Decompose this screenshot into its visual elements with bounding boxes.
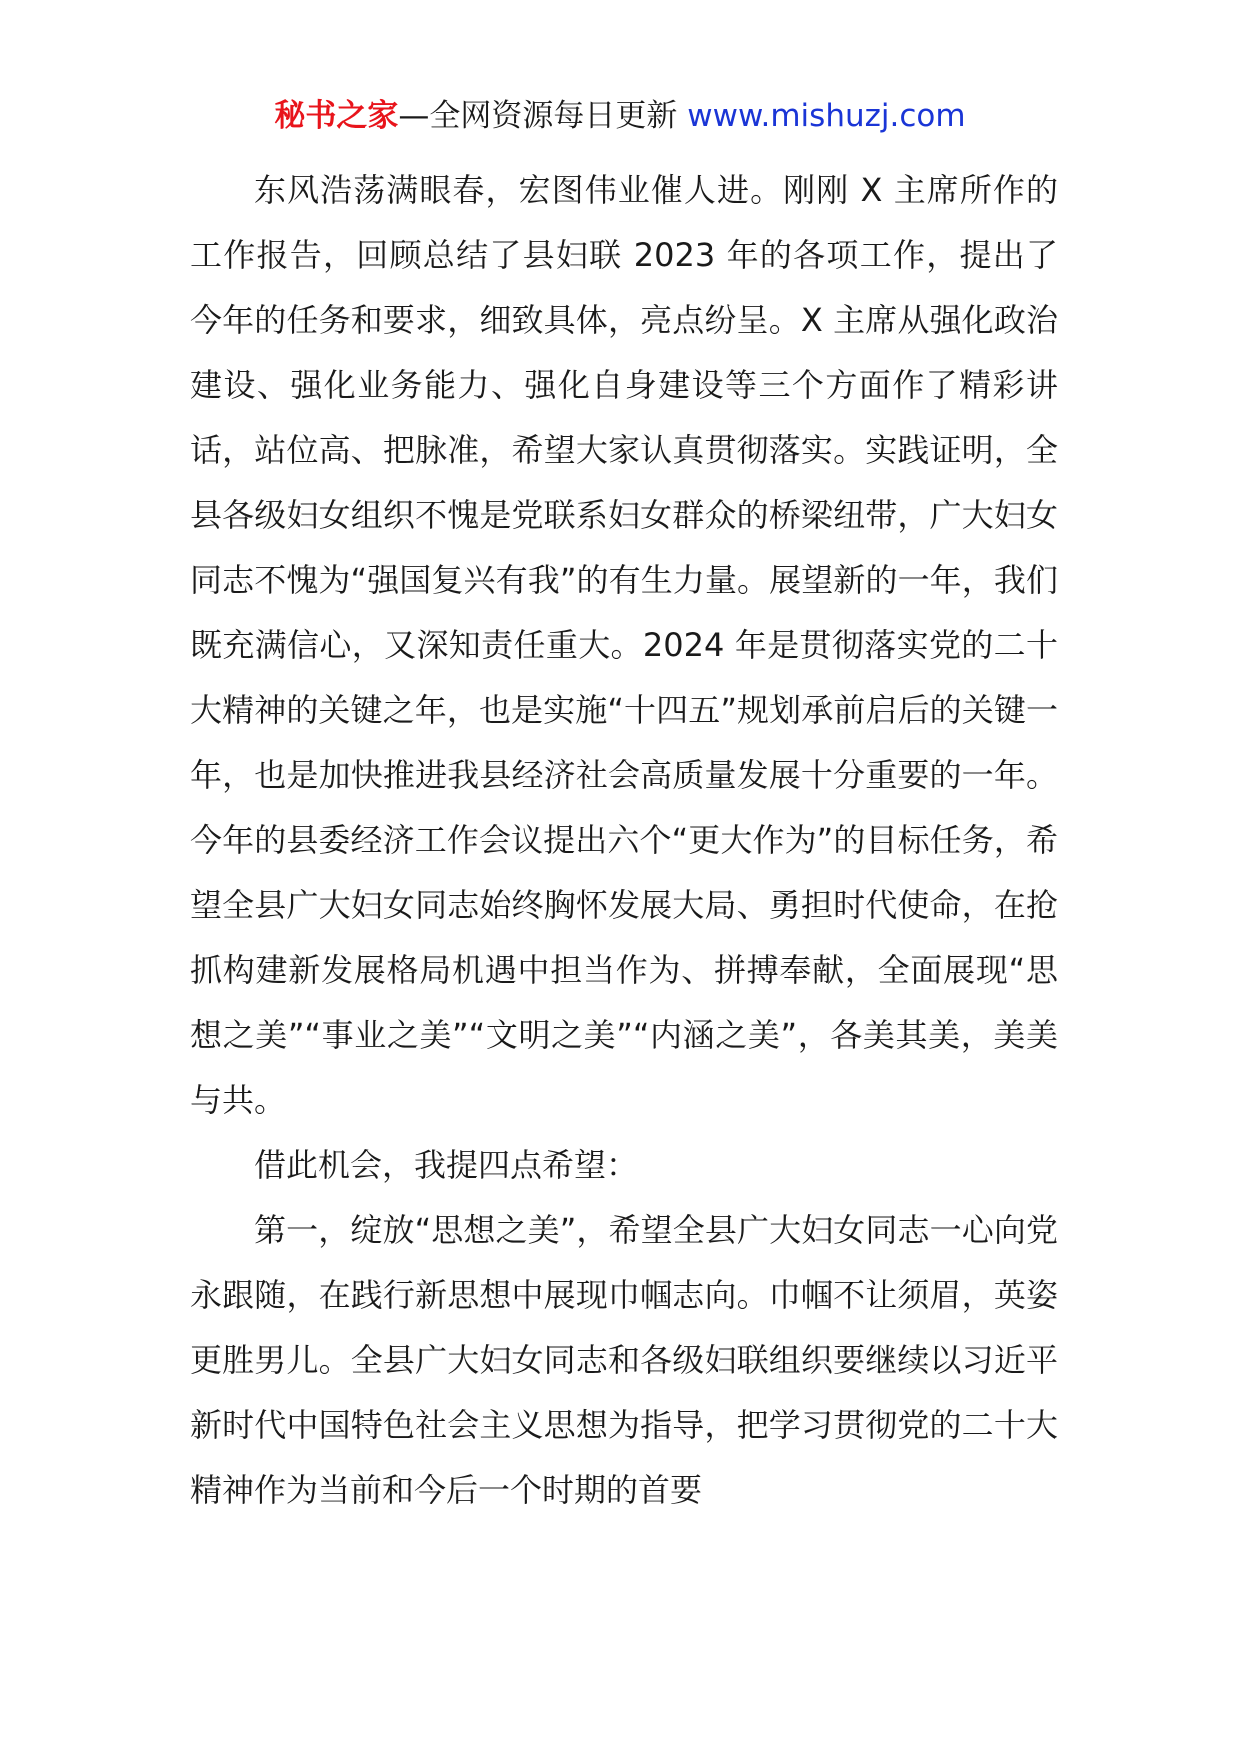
paragraph-first-hope: 第一，绽放“思想之美”，希望全县广大妇女同志一心向党永跟随，在践行新思想中展现巾帼志向。巾帼不让须眉，英姿更胜男儿。全县广大妇女同志和各级妇联组织要继续以习近平新时代中国特色社会主义思想为指导，把学习贯彻党的二十大精神作为当前和今后一个时期的首要: [190, 1211, 1058, 1509]
brand-name: 秘书之家: [274, 98, 399, 134]
header-slogan: —全网资源每日更新: [398, 98, 688, 134]
paragraph-hopes-lead: 借此机会，我提四点希望：: [254, 1146, 639, 1184]
document-body: [190, 158, 1058, 1523]
paragraph-intro: 东风浩荡满眼春，宏图伟业催人进。刚刚 X 主席所作的工作报告，回顾总结了县妇联 2023 年的各项工作，提出了今年的任务和要求，细致具体，亮点纷呈。X 主席从强化政治建设、强化业务能力、强化自身建设等三个方面作了精彩讲话，站位高、把脉准，希望大家认真贯彻落实。实践证明，全县各级妇女组织不愧是党联系妇女群众的桥梁纽带，广大妇女同志不愧为“强国复兴有我”的有生力量。展望新的一年，我们既充满信心，又深知责任重大。2024 年是贯彻落实党的二十大精神的关键之年，也是实施“十四五”规划承前启后的关键一年，也是加快推进我县经济社会高质量发展十分重要的一年。今年的县委经济工作会议提出六个“更大作为”的目标任务，希望全县广大妇女同志始终胸怀发展大局、勇担时代使命，在抢抓构建新发展格局机遇中担当作为、拼搏奉献，全面展现“思想之美”“事业之美”“文明之美”“内涵之美”，各美其美，美美与共。: [190, 171, 1058, 1119]
page-header: [0, 96, 1240, 136]
website-link[interactable]: www.mishuzj.com: [687, 98, 966, 134]
